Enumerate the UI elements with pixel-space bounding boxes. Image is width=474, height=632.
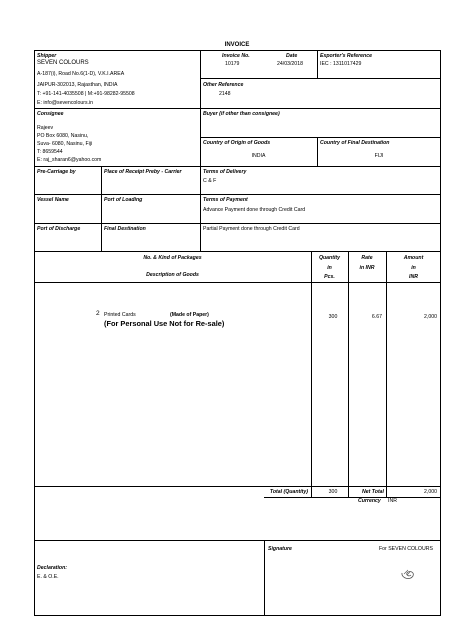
origin-value: INDIA [251, 153, 266, 159]
quantity-header-2: in [327, 265, 332, 271]
net-total-value: 2,000 [424, 489, 437, 495]
rate-header-2: in INR [359, 265, 375, 271]
date-value: 24/03/2018 [277, 61, 303, 67]
consignee-email: E: raj_sharan6@yahoo.com [37, 157, 102, 163]
item-name: Printed Cards [104, 312, 136, 318]
declaration-label: Declaration: [37, 565, 67, 571]
description-header: Description of Goods [146, 272, 199, 278]
shipper-label: Shipper [37, 53, 57, 59]
item-material: (Made of Paper) [170, 312, 209, 318]
other-ref-label: Other Reference [203, 82, 244, 88]
quantity-header-3: Pcs. [324, 274, 335, 280]
port-loading-label: Port of Loading [104, 197, 143, 203]
total-quantity-label: Total (Quantity) [269, 489, 308, 495]
exporter-ref-value: IEC : 1311017429 [320, 61, 362, 67]
port-discharge-label: Port of Discharge [37, 226, 81, 232]
amount-header-2: in [411, 265, 416, 271]
consignee-line-2: Suva- 6080, Nasinu, Fiji [37, 141, 93, 147]
consignee-phone: T: 8659544 [37, 149, 63, 155]
terms-delivery-value: C & F [203, 178, 217, 184]
shipper-email: E: info@sevencolours.in [37, 100, 94, 106]
currency-value: INR [388, 498, 397, 504]
invoice-frame [34, 50, 441, 616]
amount-header-3: INR [409, 274, 418, 280]
signature-for-label: For SEVEN COLOURS [379, 546, 433, 552]
item-note: (For Personal Use Not for Re-sale) [104, 319, 225, 328]
invoice-no-label: Invoice No. [222, 53, 250, 59]
rate-header-1: Rate [361, 255, 373, 261]
consignee-label: Consignee [37, 111, 64, 117]
invoice-title: INVOICE [224, 42, 250, 48]
exporter-ref-label: Exporter's Reference [320, 53, 372, 59]
shipper-phone: T: +91-141-4035508 | M:+91-98282-95508 [37, 91, 135, 97]
currency-label: Currency [358, 498, 381, 504]
consignee-name: Rajeev [37, 125, 54, 131]
item-count: 2 [96, 310, 100, 317]
shipper-address-2: JAIPUR-302013, Rajasthan, INDIA [37, 82, 118, 88]
declaration-value: E. & O.E. [37, 574, 59, 580]
terms-payment-value-2: Partial Payment done through Credit Card [203, 226, 300, 232]
origin-label: Country of Origin of Goods [203, 140, 271, 146]
final-destination-label: Final Destination [104, 226, 146, 232]
signature-scribble [398, 564, 418, 584]
item-rate: 6.67 [371, 314, 382, 320]
shipper-name: SEVEN COLOURS [37, 60, 89, 66]
packages-header: No. & Kind of Packages [143, 255, 202, 261]
item-amount: 2,000 [424, 314, 437, 320]
terms-delivery-label: Terms of Delivery [203, 169, 247, 175]
item-qty: 300 [328, 314, 338, 320]
consignee-line-1: PO Box 6080, Nasinu, [37, 133, 89, 139]
place-receipt-label: Place of Receipt Preby - Carrier [104, 169, 182, 175]
terms-payment-value-1: Advance Payment done through Credit Card [203, 207, 306, 213]
signature-label: Signature [268, 546, 292, 552]
pre-carriage-label: Pre-Carriage by [37, 169, 76, 175]
final-dest-country-label: Country of Final Destination [320, 140, 390, 146]
other-ref-value: 2148 [219, 91, 231, 97]
vessel-label: Vessel Name [37, 197, 69, 203]
buyer-label: Buyer (if other than consignee) [203, 111, 280, 117]
date-label: Date [286, 53, 298, 59]
net-total-label: Net Total [362, 489, 384, 495]
shipper-address-1: A-187(i), Road No.6(1-D), V.K.I.AREA [37, 71, 125, 77]
total-quantity-value: 300 [328, 489, 338, 495]
final-dest-country-value: FIJI [374, 153, 384, 159]
invoice-no-value: 10179 [225, 61, 240, 67]
terms-payment-label: Terms of Payment [203, 197, 248, 203]
quantity-header-1: Quantity [318, 255, 341, 261]
amount-header-1: Amount [403, 255, 424, 261]
